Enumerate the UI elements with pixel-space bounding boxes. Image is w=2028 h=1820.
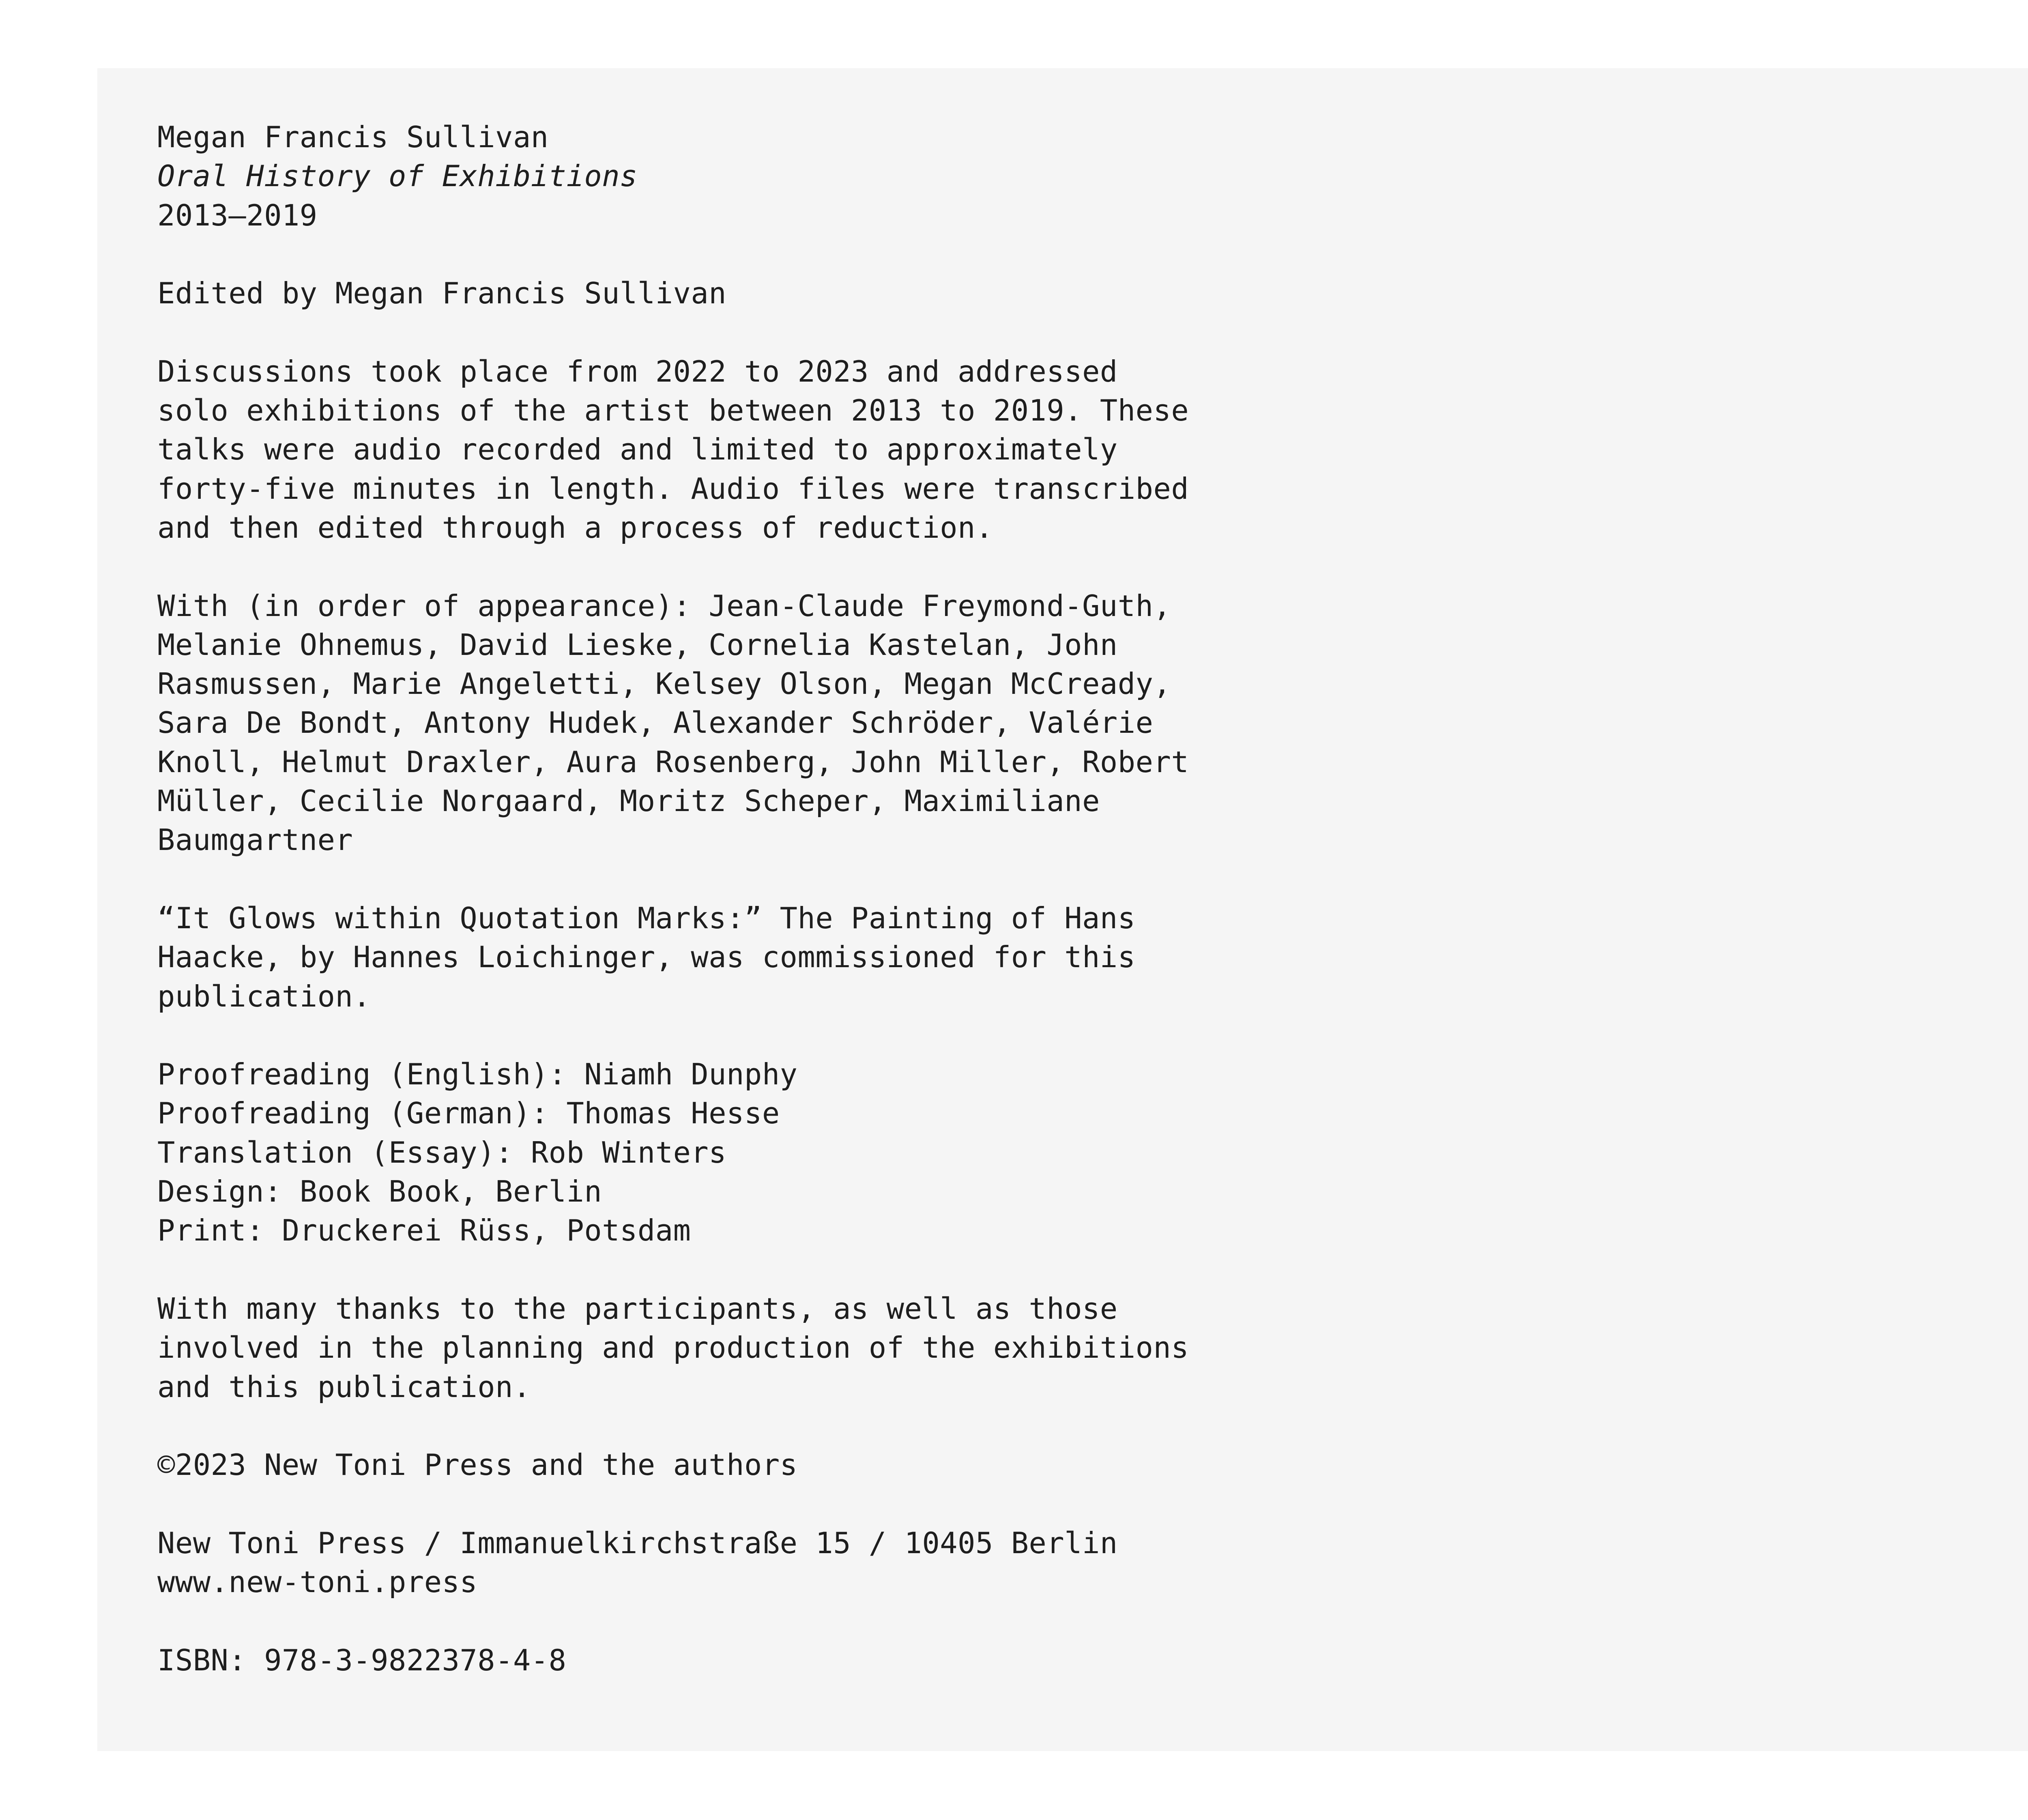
participants-line: Knoll, Helmut Draxler, Aura Rosenberg, John Miller, Robert xyxy=(157,745,1189,779)
isbn-block xyxy=(157,1641,1171,1680)
discussion-line: solo exhibitions of the artist between 2013 to 2019. These xyxy=(157,393,1189,428)
publisher-block xyxy=(157,1524,1171,1602)
discussion-line: talks were audio recorded and limited to approximately xyxy=(157,432,1118,467)
colophon-panel xyxy=(97,68,2028,1751)
book-title: Oral History of Exhibitions xyxy=(157,159,638,193)
isbn-number: ISBN: 978-3-9822378-4-8 xyxy=(157,1643,567,1677)
editor-line: Edited by Megan Francis Sullivan xyxy=(157,276,727,311)
essay-note-line: “It Glows within Quotation Marks:” The Painting of Hans xyxy=(157,901,1136,935)
credit-design: Design: Book Book, Berlin xyxy=(157,1174,602,1209)
participants-block xyxy=(157,586,1189,860)
publisher-website: www.new-toni.press xyxy=(157,1565,478,1599)
credits-block xyxy=(157,1055,1171,1250)
credit-proofreading-english: Proofreading (English): Niamh Dunphy xyxy=(157,1057,798,1092)
discussion-line: Discussions took place from 2022 to 2023 and addressed xyxy=(157,354,1118,388)
copyright-block xyxy=(157,1445,1171,1484)
essay-note-line: publication. xyxy=(157,979,371,1013)
participants-line: Müller, Cecilie Norgaard, Moritz Scheper, Maximiliane xyxy=(157,784,1100,818)
thanks-line: involved in the planning and production of the exhibitions xyxy=(157,1331,1189,1365)
publisher-address: New Toni Press / Immanuelkirchstraße 15 / 10405 Berlin xyxy=(157,1526,1118,1560)
essay-note-block xyxy=(157,899,1171,1016)
colophon-text xyxy=(157,118,1189,1680)
participants-line: Baumgartner xyxy=(157,823,353,857)
credit-translation: Translation (Essay): Rob Winters xyxy=(157,1135,727,1170)
participants-line: Sara De Bondt, Antony Hudek, Alexander Schröder, Valérie xyxy=(157,706,1154,740)
credit-print: Print: Druckerei Rüss, Potsdam xyxy=(157,1213,691,1248)
participants-line: Melanie Ohnemus, David Lieske, Cornelia Kastelan, John xyxy=(157,627,1118,662)
thanks-line: and this publication. xyxy=(157,1369,531,1404)
discussion-block xyxy=(157,352,1189,547)
author-name: Megan Francis Sullivan xyxy=(157,120,549,154)
year-range: 2013–2019 xyxy=(157,198,318,232)
thanks-block xyxy=(157,1289,1189,1406)
thanks-line: With many thanks to the participants, as well as those xyxy=(157,1291,1118,1326)
participants-line: Rasmussen, Marie Angeletti, Kelsey Olson, Megan McCready, xyxy=(157,667,1171,701)
editor-block xyxy=(157,274,1171,313)
header-block xyxy=(157,118,1171,235)
copyright-notice: ©2023 New Toni Press and the authors xyxy=(157,1448,798,1482)
discussion-line: and then edited through a process of reduction. xyxy=(157,510,993,545)
essay-note-line: Haacke, by Hannes Loichinger, was commissioned for this xyxy=(157,940,1136,974)
discussion-line: forty-five minutes in length. Audio files were transcribed xyxy=(157,471,1189,506)
participants-line: With (in order of appearance): Jean-Claude Freymond-Guth, xyxy=(157,588,1171,623)
credit-proofreading-german: Proofreading (German): Thomas Hesse xyxy=(157,1096,780,1131)
